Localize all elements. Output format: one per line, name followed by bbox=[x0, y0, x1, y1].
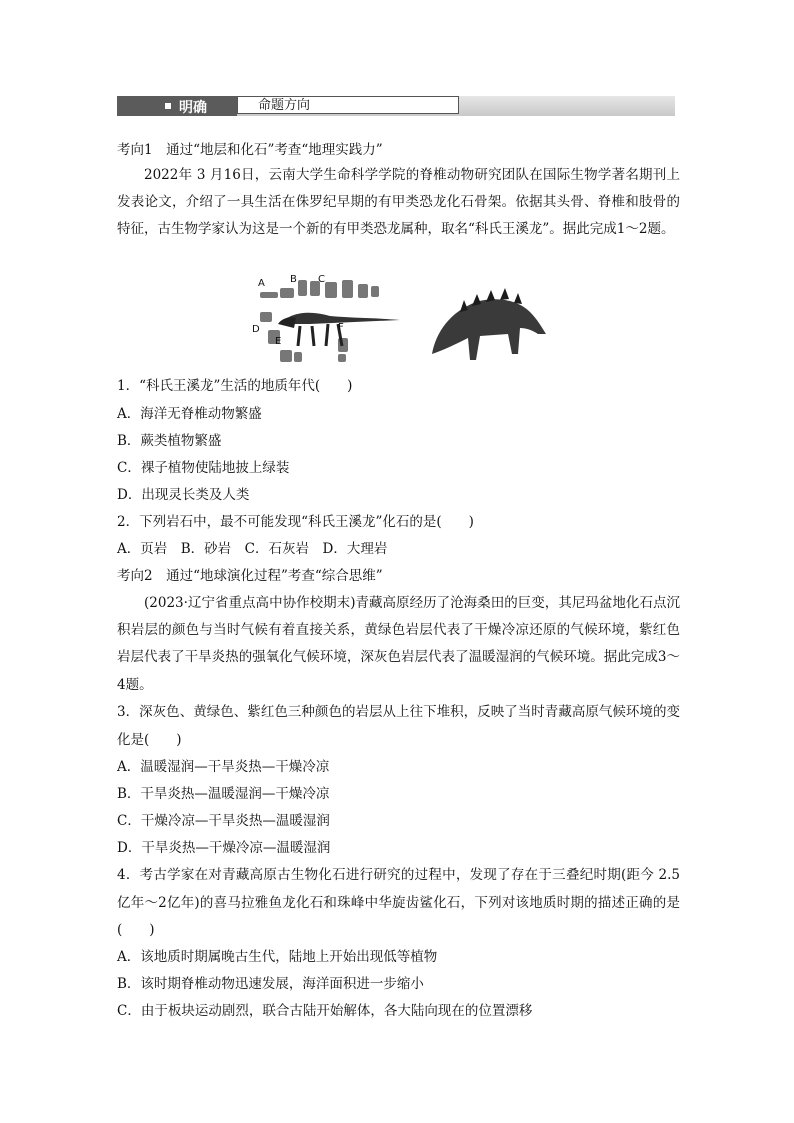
armor-spike bbox=[514, 293, 522, 304]
figure-label-d: D bbox=[252, 324, 260, 335]
banner-title: 明确 bbox=[179, 100, 207, 116]
q4-stem: 4．考古学家在对青藏高原古生物化石进行研究的过程中，发现了存在于三叠纪时期(距今 2.5亿年～2亿年)的喜马拉雅鱼龙化石和珠峰中华旋齿鲨化石，下列对该地质时期的描述正确的是( ) bbox=[117, 867, 680, 938]
figure-label-e: E bbox=[275, 336, 282, 347]
q1-stem: 1．“科氏王溪龙”生活的地质年代( ) bbox=[117, 378, 353, 394]
reconstructed-dinosaur bbox=[432, 288, 546, 360]
q3-option-d: D．干旱炎热—干燥冷凉—温暖湿润 bbox=[117, 840, 331, 856]
q2-stem: 2．下列岩石中，最不可能发现“科氏王溪龙”化石的是( ) bbox=[117, 514, 474, 530]
armor-spike bbox=[460, 300, 468, 312]
bone-fragment bbox=[371, 286, 379, 297]
dinosaur-illustration bbox=[250, 272, 550, 372]
q4-option-b: B．该时期脊椎动物迅速发展，海洋面积进一步缩小 bbox=[117, 976, 424, 992]
figure-label-c: C bbox=[318, 274, 325, 285]
section1-passage: 2022年 3 月16日，云南大学生命科学学院的脊椎动物研究团队在国际生物学著名期刊上发表论文，介绍了一具生活在侏罗纪早期的有甲类恐龙化石骨架。依据其头骨、脊椎和肢骨的特征，古生物学家认为这是一个新的有甲类恐龙属种，取名“科氏王溪龙”。据此完成1～2题。 bbox=[117, 167, 680, 238]
q1-option-a: A．海洋无脊椎动物繁盛 bbox=[117, 406, 262, 422]
q2-options: A．页岩 B．砂岩 C．石灰岩 D．大理岩 bbox=[117, 541, 388, 557]
bone-fragment-d bbox=[260, 312, 272, 322]
q3-option-b: B．干旱炎热—温暖湿润—干燥冷凉 bbox=[117, 786, 330, 802]
banner-dark-block bbox=[117, 96, 237, 116]
q4-option-c: C．由于板块运动剧烈，联合古陆开始解体，各大陆向现在的位置漂移 bbox=[117, 1003, 533, 1019]
bone-fragment bbox=[298, 280, 307, 296]
bone-fragment bbox=[338, 354, 346, 362]
bone-fragment bbox=[294, 352, 302, 362]
dinosaur-figure bbox=[250, 272, 550, 372]
bone-fragment bbox=[325, 282, 337, 298]
figure-label-f: F bbox=[338, 322, 344, 333]
bullet-square-icon bbox=[165, 103, 171, 109]
figure-label-a: A bbox=[258, 278, 265, 289]
bone-fragment-a bbox=[260, 292, 278, 298]
armor-spike bbox=[472, 294, 481, 306]
section1-title: 考向1 通过“地层和化石”考查“地理实践力” bbox=[117, 142, 383, 158]
bone-fragment bbox=[358, 284, 368, 298]
armor-spike bbox=[500, 288, 509, 300]
bone-fragment bbox=[280, 288, 294, 298]
q3-stem: 3．深灰色、黄绿色、紫红色三种颜色的岩层从上往下堆积，反映了当时青藏高原气候环境的变化是( ) bbox=[117, 704, 680, 748]
bone-fragment-e bbox=[280, 350, 292, 362]
section2-passage: (2023·辽宁省重点高中协作校期末)青藏高原经历了沧海桑田的巨变，其尼玛盆地化石点沉积岩层的颜色与当时气候有着直接关系，黄绿色岩层代表了干燥冷凉还原的气候环境，紫红色岩层代表了干旱炎热的强氧化气候环境，深灰色岩层代表了温暖湿润的气候环境。据此完成3～4题。 bbox=[117, 595, 680, 693]
figure-label-b: B bbox=[290, 274, 297, 285]
q1-option-b: B．蕨类植物繁盛 bbox=[117, 433, 222, 449]
q3-option-a: A．温暖湿润—干旱炎热—干燥冷凉 bbox=[117, 759, 330, 775]
armor-spike bbox=[486, 290, 495, 302]
bone-fragment bbox=[342, 280, 353, 298]
q3-option-c: C．干燥冷凉—干旱炎热—温暖湿润 bbox=[117, 813, 330, 829]
q4-option-a: A．该地质时期属晚古生代，陆地上开始出现低等植物 bbox=[117, 949, 438, 965]
banner-subtitle: 命题方向 bbox=[237, 96, 459, 114]
q1-option-d: D．出现灵长类及人类 bbox=[117, 487, 250, 503]
q1-option-c: C．裸子植物使陆地披上绿装 bbox=[117, 460, 290, 476]
section2-title: 考向2 通过“地球演化过程”考查“综合思维” bbox=[117, 568, 383, 584]
section-banner bbox=[117, 96, 675, 116]
